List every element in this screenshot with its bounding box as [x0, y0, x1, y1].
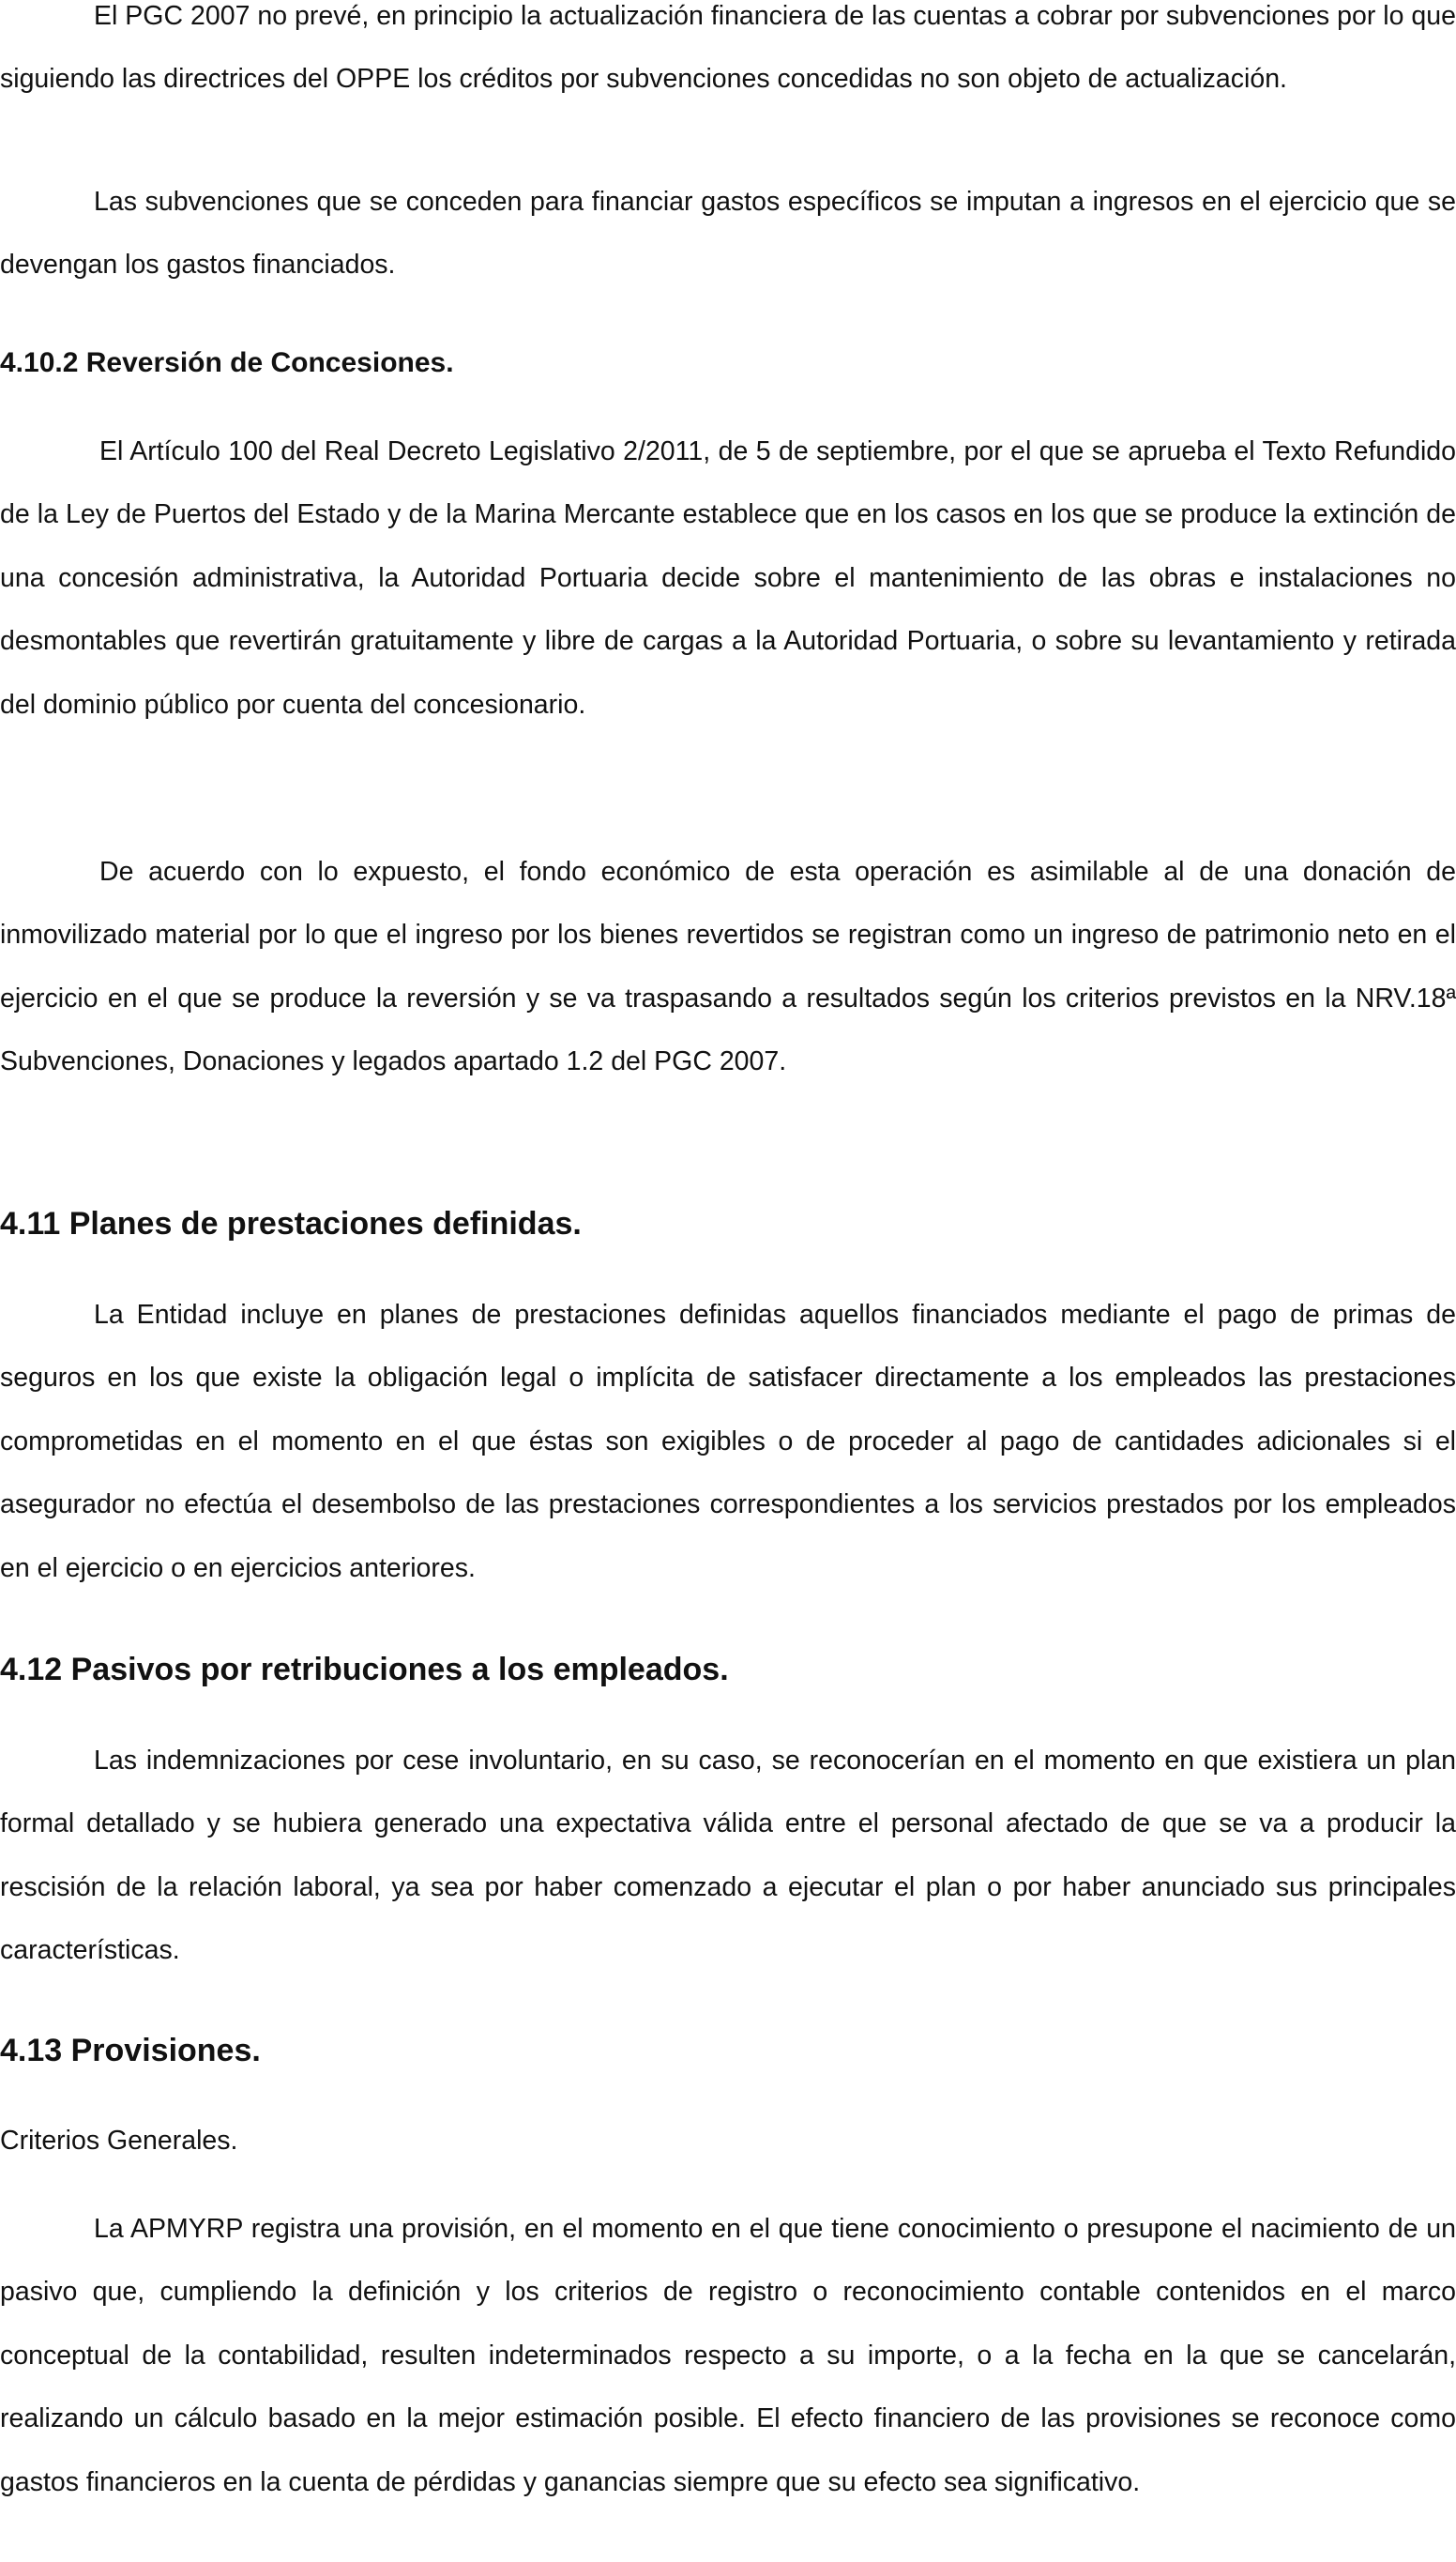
- heading-pasivos-retribuciones: 4.12 Pasivos por retribuciones a los empleados.: [0, 1652, 729, 1687]
- paragraph-planes-prestaciones: La Entidad incluye en planes de prestaciones definidas aquellos financiados mediante el pago de primas de seguros en los que existe la obligación legal o implícita de satisfacer directamente a los empleados las prestaciones comprometidas en el momento en el que éstas son exigibles o de proceder al pago de cantidades adicionales si el asegurador no efectúa el desembolso de las prestaciones correspondientes a los servicios prestados por los empleados en el ejercicio o en ejercicios anteriores.: [0, 1300, 1456, 1583]
- heading-planes-prestaciones: 4.11 Planes de prestaciones definidas.: [0, 1206, 582, 1242]
- subheading-criterios-generales: Criterios Generales.: [0, 2126, 238, 2156]
- paragraph-reversion-articulo: El Artículo 100 del Real Decreto Legislativo 2/2011, de 5 de septiembre, por el que se aprueba el Texto Refundido de la Ley de Puertos del Estado y de la Marina Mercante establece que en los casos en los que se produce la extinción de una concesión administrativa, la Autoridad Portuaria decide sobre el mantenimiento de las obras e instalaciones no desmontables que revertirán gratuitamente y libre de cargas a la Autoridad Portuaria, o sobre su levantamiento y retirada del dominio público por cuenta del concesionario.: [0, 436, 1456, 720]
- paragraph-provisiones: La APMYRP registra una provisión, en el momento en el que tiene conocimiento o presupone el nacimiento de un pasivo que, cumpliendo la definición y los criterios de registro o reconocimiento contable contenidos en el marco conceptual de la contabilidad, resulten indeterminados respecto a su importe, o a la fecha en la que se cancelarán, realizando un cálculo basado en la mejor estimación posible. El efecto financiero de las provisiones se reconoce como gastos financieros en la cuenta de pérdidas y ganancias siempre que su efecto sea significativo.: [0, 2214, 1456, 2497]
- paragraph-pasivos-retribuciones: Las indemnizaciones por cese involuntario, en su caso, se reconocerían en el momento en que existiera un plan formal detallado y se hubiera generado una expectativa válida entre el personal afectado de que se va a producir la rescisión de la relación laboral, ya sea por haber comenzado a ejecutar el plan o por haber anunciado sus principales características.: [0, 1746, 1456, 1966]
- paragraph-subvenciones-imputacion: Las subvenciones que se conceden para financiar gastos específicos se imputan a ingresos en el ejercicio que se devengan los gastos financiados.: [0, 187, 1456, 281]
- heading-reversion-concesiones: 4.10.2 Reversión de Concesiones.: [0, 347, 454, 378]
- paragraph-subvenciones-actualizacion: El PGC 2007 no prevé, en principio la actualización financiera de las cuentas a cobrar por subvenciones por lo que siguiendo las directrices del OPPE los créditos por subvenciones concedidas no son objeto de actualización.: [0, 1, 1456, 95]
- paragraph-reversion-fondo: De acuerdo con lo expuesto, el fondo económico de esta operación es asimilable al de una donación de inmovilizado material por lo que el ingreso por los bienes revertidos se registran como un ingreso de patrimonio neto en el ejercicio en el que se produce la reversión y se va traspasando a resultados según los criterios previstos en la NRV.18ª Subvenciones, Donaciones y legados apartado 1.2 del PGC 2007.: [0, 857, 1456, 1077]
- heading-provisiones: 4.13 Provisiones.: [0, 2033, 261, 2068]
